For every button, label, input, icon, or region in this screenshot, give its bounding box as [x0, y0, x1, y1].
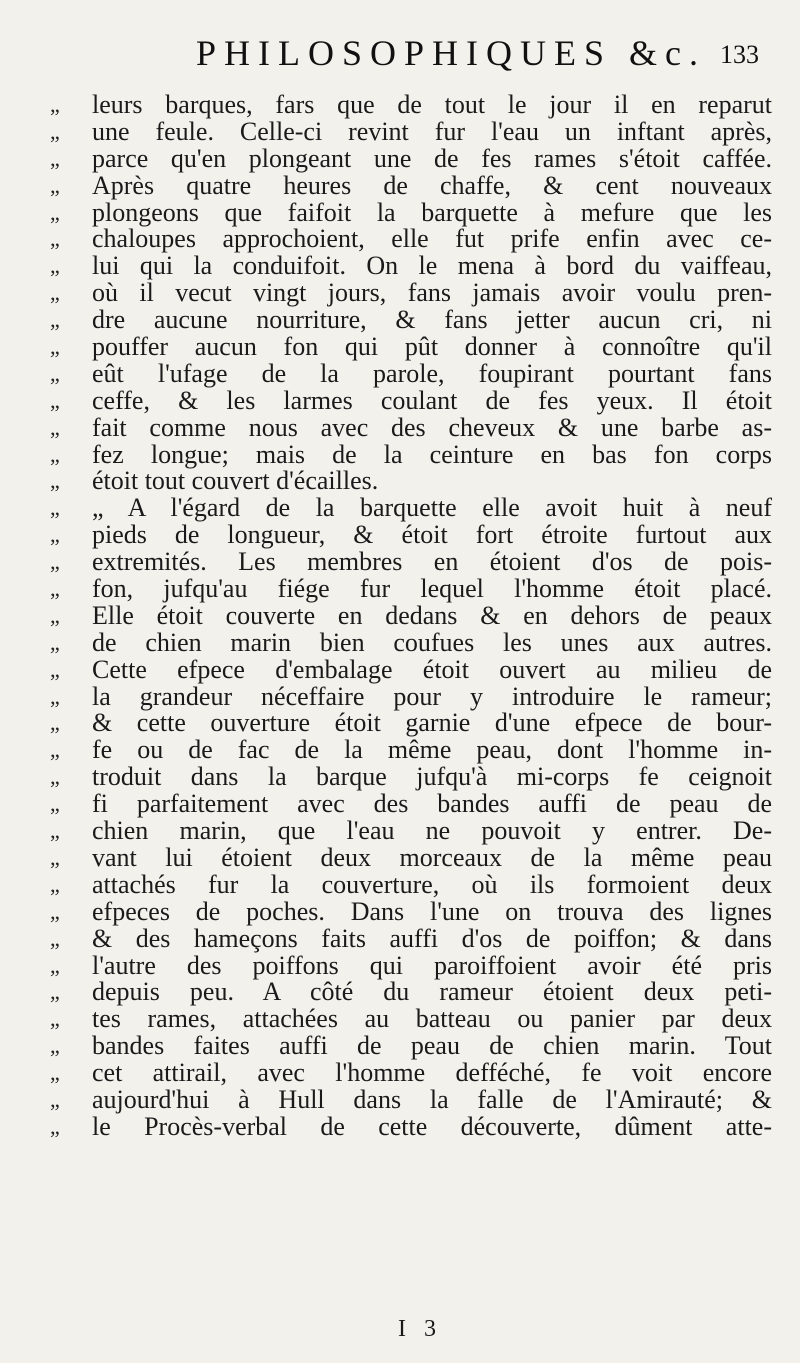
quote-mark: „	[50, 952, 60, 978]
quote-mark: „	[50, 710, 60, 736]
quote-mark: „	[50, 656, 60, 682]
line-text: le Procès-verbal de cette découverte, dûment atte-	[92, 1111, 772, 1141]
text-line	[50, 710, 770, 737]
line-text: chaloupes approchoient, elle fut prife enfin avec ce-	[92, 224, 772, 254]
text-line	[50, 950, 772, 980]
text-line	[50, 737, 770, 764]
text-line	[50, 307, 770, 334]
quote-mark: „	[50, 199, 60, 225]
line-text: depuis peu. A côté du rameur étoient deux peti-	[92, 977, 772, 1007]
line-text: fon, jufqu'au fiége fur lequel l'homme étoit placé.	[92, 574, 772, 604]
line-text: cet attirail, avec l'homme defféché, fe voit encore	[92, 1058, 772, 1088]
line-text: Cette efpece d'embalage étoit ouvert au milieu de	[92, 654, 772, 684]
text-line	[50, 385, 772, 415]
line-text: pieds de longueur, & étoit fort étroite furtout aux	[92, 520, 772, 550]
line-text: leurs barques, fars que de tout le jour il en reparut	[92, 90, 772, 119]
line-text: Elle étoit couverte en dedans & en dehors de peaux	[92, 600, 772, 630]
quote-mark: „	[50, 1033, 60, 1059]
text-line	[50, 439, 772, 469]
line-text: parce qu'en plongeant une de fes rames s'étoit caffée.	[92, 143, 772, 173]
quote-mark: „	[50, 414, 60, 440]
line-text: étoit tout couvert d'écailles.	[92, 466, 379, 496]
quote-mark: „	[50, 629, 60, 655]
line-text: attachés fur la couverture, où ils formoient deux	[92, 869, 772, 899]
text-line	[50, 92, 770, 119]
text-line	[50, 170, 772, 200]
quote-mark: „	[50, 818, 60, 844]
text-line	[50, 280, 770, 307]
line-text: plongeons que faifoit la barquette à mefure que les	[92, 197, 772, 227]
line-text: où il vecut vingt jours, fans jamais avoir voulu pren-	[92, 278, 772, 308]
line-text: „ A l'égard de la barquette elle avoit huit à neuf	[92, 493, 772, 523]
text-line	[50, 600, 772, 630]
quote-mark: „	[50, 522, 60, 548]
quote-mark: „	[50, 791, 60, 817]
line-text: la grandeur néceffaire pour y introduire le rameur;	[92, 681, 772, 711]
line-text: bandes faites auffi de peau de chien marin. Tout	[92, 1031, 772, 1061]
quote-mark: „	[50, 280, 60, 306]
quote-mark: „	[50, 925, 60, 951]
quote-mark: „	[50, 1060, 60, 1086]
line-text: & des hameçons faits auffi d'os de poiffon; & dans	[92, 923, 772, 953]
signature-mark: I 3	[398, 1316, 442, 1342]
text-line	[50, 197, 772, 227]
text-line	[50, 979, 770, 1006]
text-line	[50, 1111, 772, 1141]
quote-mark: „	[50, 226, 60, 252]
running-title: PHILOSOPHIQUES &c.	[196, 33, 707, 73]
quote-mark: „	[50, 334, 60, 360]
text-line	[50, 143, 772, 173]
line-text: une feule. Celle-ci revint fur l'eau un inftant après,	[92, 116, 772, 146]
line-text: dre aucune nourriture, & fans jetter aucun cri, ni	[92, 305, 772, 335]
text-line	[50, 923, 772, 953]
text-line	[50, 764, 770, 791]
quote-mark: „	[50, 576, 60, 602]
text-line	[50, 358, 772, 388]
text-line	[50, 549, 770, 576]
quote-mark: „	[50, 737, 60, 763]
text-line	[50, 495, 770, 522]
line-text: pouffer aucun fon qui pût donner à connoître qu'il	[92, 332, 772, 362]
quote-mark: „	[50, 387, 60, 413]
line-text: extremités. Les membres en étoient d'os de pois-	[92, 547, 772, 577]
quote-mark: „	[50, 441, 60, 467]
text-line	[50, 869, 772, 899]
quote-mark: „	[50, 360, 60, 386]
quote-mark: „	[50, 871, 60, 897]
line-text: chien marin, que l'eau ne pouvoit y entrer. De-	[92, 816, 772, 846]
text-line	[50, 226, 770, 253]
line-text: fe ou de fac de la même peau, dont l'homme in-	[92, 735, 772, 765]
quote-mark: „	[50, 602, 60, 628]
quote-mark: „	[50, 145, 60, 171]
quote-mark: „	[50, 118, 60, 144]
quote-mark: „	[50, 1086, 60, 1112]
quote-mark: „	[50, 1006, 60, 1032]
text-line	[50, 654, 772, 684]
text-line	[50, 791, 770, 818]
text-line	[50, 818, 770, 845]
body-text	[50, 92, 770, 1141]
line-text: troduit dans la barque jufqu'à mi-corps fe ceignoit	[92, 762, 772, 792]
quote-mark: „	[50, 1113, 60, 1139]
line-text: de chien marin bien coufues les unes aux autres.	[92, 627, 772, 657]
line-text: & cette ouverture étoit garnie d'une efpece de bour-	[92, 708, 772, 738]
page-number: 133	[720, 40, 759, 69]
line-text: aujourd'hui à Hull dans la falle de l'Amirauté; &	[92, 1084, 772, 1114]
quote-mark: „	[50, 979, 60, 1005]
line-text: efpeces de poches. Dans l'une on trouva des lignes	[92, 896, 772, 926]
line-text: fi parfaitement avec des bandes auffi de peau de	[92, 789, 772, 819]
line-text: lui qui la conduifoit. On le mena à bord du vaiffeau,	[92, 251, 772, 281]
quote-mark: „	[50, 92, 60, 117]
text-line	[50, 842, 772, 872]
text-line	[50, 334, 770, 361]
text-line	[50, 1084, 772, 1114]
quote-mark: „	[50, 307, 60, 333]
text-line	[50, 522, 770, 549]
text-line	[50, 1033, 770, 1060]
quote-mark: „	[50, 495, 60, 521]
line-text: tes rames, attachées au batteau ou panier par deux	[92, 1004, 772, 1034]
line-text: Après quatre heures de chaffe, & cent nouveaux	[92, 170, 772, 200]
text-line	[50, 468, 770, 495]
text-line	[50, 116, 772, 146]
quote-mark: „	[50, 764, 60, 790]
text-line	[50, 627, 772, 657]
text-line	[50, 1006, 770, 1033]
page-header	[0, 30, 800, 90]
quote-mark: „	[50, 253, 60, 279]
quote-mark: „	[50, 172, 60, 198]
quote-mark: „	[50, 898, 60, 924]
text-line	[50, 1060, 770, 1087]
text-line	[50, 896, 772, 926]
text-line	[50, 576, 770, 603]
text-line	[50, 412, 772, 442]
line-text: l'autre des poiffons qui paroiffoient avoir été pris	[92, 950, 772, 980]
quote-mark: „	[50, 844, 60, 870]
quote-mark: „	[50, 549, 60, 575]
quote-mark: „	[50, 683, 60, 709]
text-line	[50, 681, 772, 711]
line-text: fez longue; mais de la ceinture en bas fon corps	[92, 439, 772, 469]
line-text: eût l'ufage de la parole, foupirant pourtant fans	[92, 358, 772, 388]
line-text: fait comme nous avec des cheveux & une barbe as-	[92, 412, 772, 442]
line-text: ceffe, & les larmes coulant de fes yeux. Il étoit	[92, 385, 772, 415]
text-line	[50, 253, 770, 280]
line-text: vant lui étoient deux morceaux de la même peau	[92, 842, 772, 872]
quote-mark: „	[50, 468, 60, 494]
